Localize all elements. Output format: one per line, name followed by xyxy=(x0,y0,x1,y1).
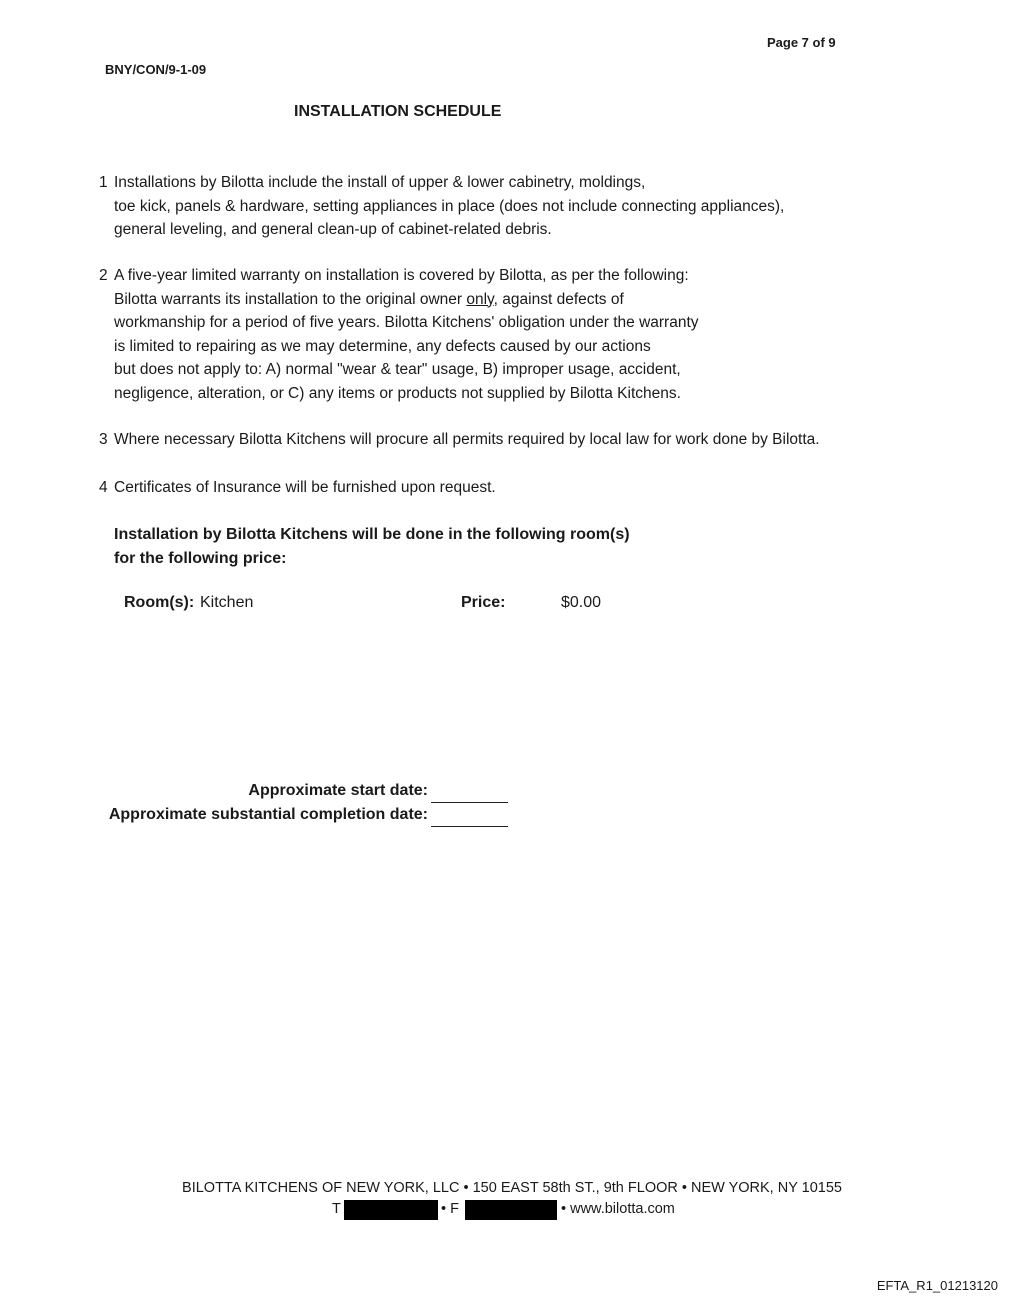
completion-date-label: Approximate substantial completion date: xyxy=(108,806,428,823)
list-item-3 xyxy=(99,428,919,452)
list-item-line: toe kick, panels & hardware, setting appliances in place (does not include connecting appliances), xyxy=(114,197,785,215)
page-title: INSTALLATION SCHEDULE xyxy=(294,103,502,120)
footer-address: BILOTTA KITCHENS OF NEW YORK, LLC • 150 EAST 58th ST., 9th FLOOR • NEW YORK, NY 10155 xyxy=(182,1180,842,1196)
list-item-line: A five-year limited warranty on installation is covered by Bilotta, as per the following: xyxy=(114,267,689,284)
list-item-line: but does not apply to: A) normal "wear & tear" usage, B) improper usage, accident, xyxy=(114,361,681,378)
list-item-number: 3 xyxy=(99,431,108,448)
page-number: Page 7 of 9 xyxy=(767,35,836,50)
price-value: $0.00 xyxy=(561,594,602,611)
list-item-number: 2 xyxy=(99,267,108,284)
list-item-line xyxy=(114,288,919,312)
bates-stamp: EFTA_R1_01213120 xyxy=(876,1278,998,1293)
redaction-block-phone xyxy=(344,1200,438,1220)
installation-intro xyxy=(114,523,630,570)
document-id: BNY/CON/9-1-09 xyxy=(105,62,207,77)
intro-line: Installation by Bilotta Kitchens will be done in the following room(s) xyxy=(114,526,630,543)
list-item-line: workmanship for a period of five years. Bilotta Kitchens' obligation under the warranty xyxy=(114,314,699,331)
list-item-number: 4 xyxy=(99,479,108,496)
redaction-block-fax xyxy=(465,1200,557,1220)
completion-date-field[interactable] xyxy=(431,826,508,827)
start-date-label: Approximate start date: xyxy=(248,782,428,799)
footer-fax-prefix: • F xyxy=(441,1201,459,1217)
rooms-value: Kitchen xyxy=(200,594,254,611)
warranty-text: Bilotta warrants its installation to the original owner xyxy=(114,290,463,308)
list-item-line: is limited to repairing as we may determine, any defects caused by our actions xyxy=(114,337,651,355)
list-item-line: Installations by Bilotta include the install of upper & lower cabinetry, moldings, xyxy=(114,174,646,191)
footer-phone-prefix: T xyxy=(332,1201,341,1217)
list-item-2 xyxy=(99,264,919,405)
list-item-1 xyxy=(99,171,919,242)
list-item-line: negligence, alteration, or C) any items or products not supplied by Bilotta Kitchens. xyxy=(114,384,681,402)
price-label: Price: xyxy=(461,594,506,611)
list-item-line: Certificates of Insurance will be furnished upon request. xyxy=(114,479,496,496)
list-item-4 xyxy=(99,476,919,500)
footer-website: • www.bilotta.com xyxy=(561,1201,675,1217)
list-item-line: general leveling, and general clean-up of cabinet-related debris. xyxy=(114,221,552,238)
list-item-line: Where necessary Bilotta Kitchens will procure all permits required by local law for work done by Bilotta. xyxy=(114,431,820,448)
start-date-field[interactable] xyxy=(431,802,508,803)
list-item-number: 1 xyxy=(99,174,108,191)
warranty-text-tail: , against defects of xyxy=(493,290,624,308)
intro-line: for the following price: xyxy=(114,549,287,567)
underlined-only: only xyxy=(466,290,494,308)
rooms-label: Room(s): xyxy=(124,594,195,611)
